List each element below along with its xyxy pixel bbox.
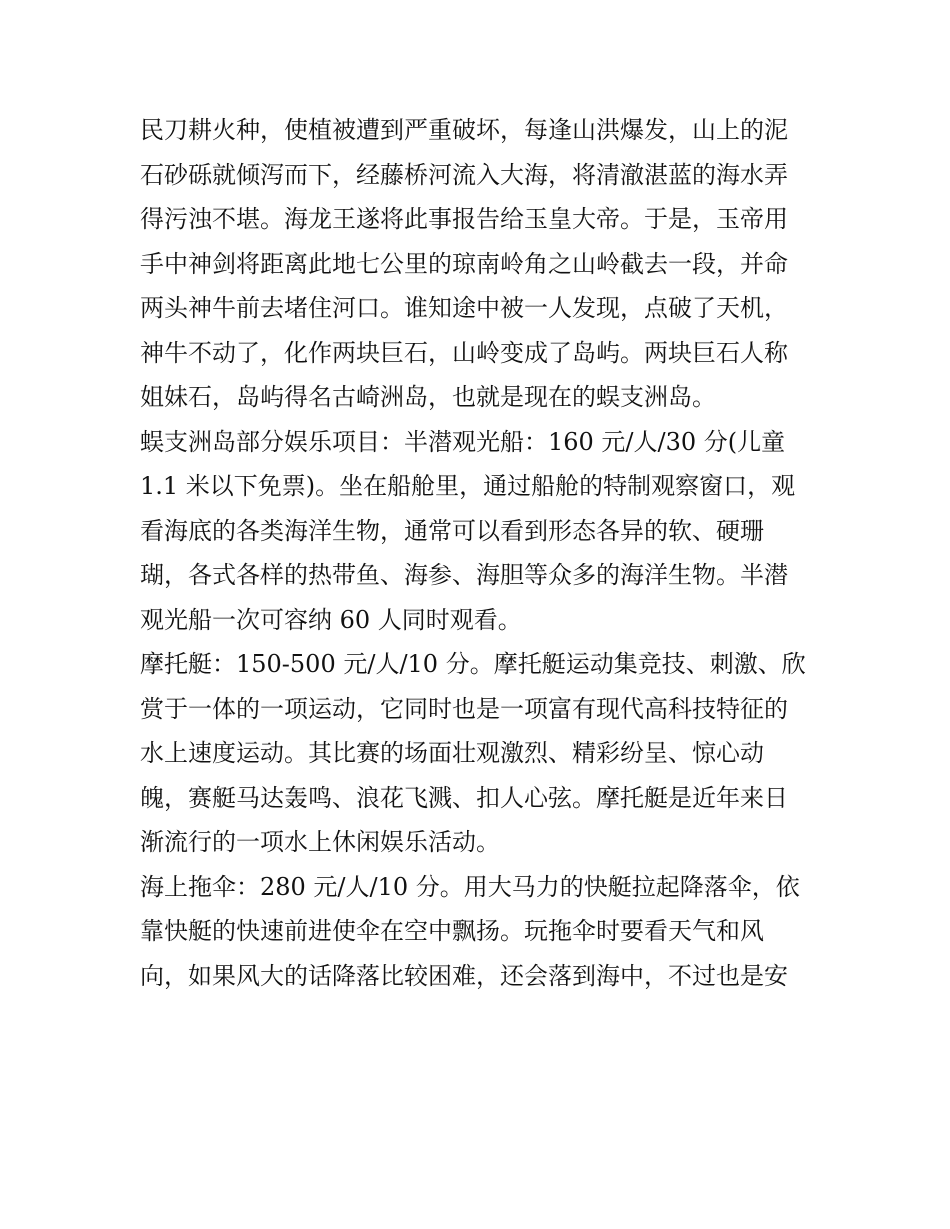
body-text <box>140 108 830 998</box>
text-line: 赏于一体的一项运动，它同时也是一项富有现代高科技特征的 <box>140 694 788 723</box>
text-line: 水上速度运动。其比赛的场面壮观激烈、精彩纷呈、惊心动 <box>140 739 764 767</box>
text-line: 观光船一次可容纳 60 人同时观看。 <box>140 605 522 634</box>
text-line: 蜈支洲岛部分娱乐项目：半潜观光船：160 元/人/30 分(儿童 <box>140 427 786 456</box>
text-line: 1.1 米以下免票)。坐在船舱里，通过船舱的特制观察窗口，观 <box>140 472 796 500</box>
text-line: 手中神剑将距离此地七公里的琼南岭角之山岭截去一段，并命 <box>140 249 788 278</box>
text-line: 靠快艇的快速前进使伞在空中飘扬。玩拖伞时要看天气和风 <box>140 917 764 945</box>
text-line: 姐妹石，岛屿得名古崎洲岛，也就是现在的蜈支洲岛。 <box>140 383 716 411</box>
text-line: 魄，赛艇马达轰鸣、浪花飞溅、扣人心弦。摩托艇是近年来日 <box>140 783 788 812</box>
text-line: 摩托艇：150-500 元/人/10 分。摩托艇运动集竞技、刺激、欣 <box>140 650 806 678</box>
text-line: 得污浊不堪。海龙王遂将此事报告给玉皇大帝。于是，玉帝用 <box>140 205 788 233</box>
text-line: 石砂砾就倾泻而下，经藤桥河流入大海，将清澈湛蓝的海水弄 <box>140 160 788 189</box>
text-line: 海上拖伞：280 元/人/10 分。用大马力的快艇拉起降落伞，依 <box>140 872 800 901</box>
text-line: 渐流行的一项水上休闲娱乐活动。 <box>140 828 500 856</box>
text-line: 看海底的各类海洋生物，通常可以看到形态各异的软、硬珊 <box>140 516 764 545</box>
text-line: 民刀耕火种，使植被遭到严重破坏，每逢山洪爆发，山上的泥 <box>140 116 788 144</box>
text-line: 两头神牛前去堵住河口。谁知途中被一人发现，点破了天机， <box>140 294 788 322</box>
text-line: 神牛不动了，化作两块巨石，山岭变成了岛屿。两块巨石人称 <box>140 338 788 367</box>
text-line: 向，如果风大的话降落比较困难，还会落到海中，不过也是安 <box>140 961 788 990</box>
text-line: 瑚，各式各样的热带鱼、海参、海胆等众多的海洋生物。半潜 <box>140 561 788 589</box>
